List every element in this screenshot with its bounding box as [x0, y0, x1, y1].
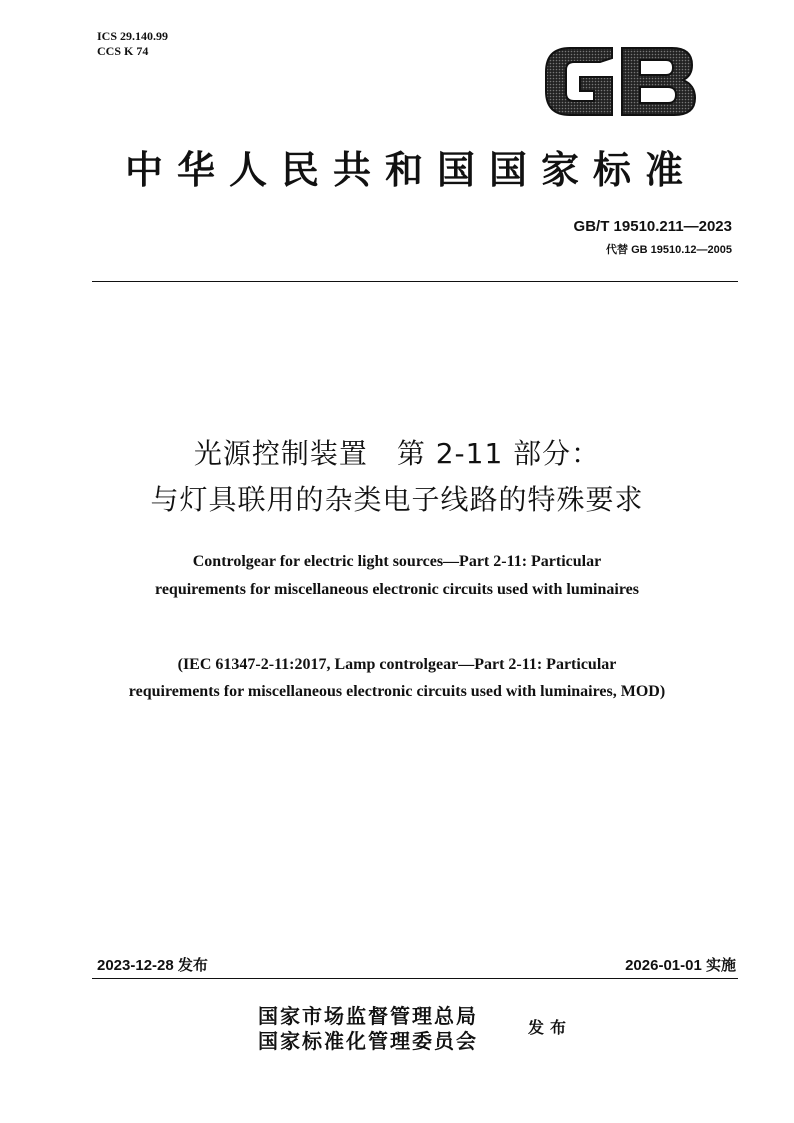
replaces-standard: 代替 GB 19510.12—2005 [606, 244, 732, 256]
top-divider [92, 281, 738, 282]
bottom-divider [92, 978, 738, 979]
iec-reference-line-2: requirements for miscellaneous electronic circuits used with luminaires, MOD) [128, 683, 666, 700]
title-chinese-line-2: 与灯具联用的杂类电子线路的特殊要求 [150, 483, 644, 516]
implementation-date: 2026-01-01 实施 [625, 957, 736, 974]
iec-reference-line-1: (IEC 61347-2-11:2017, Lamp controlgear—Part 2-11: Particular [177, 656, 617, 673]
gb-logo-icon [540, 44, 700, 119]
title-english-line-1: Controlgear for electric light sources—Part 2-11: Particular [192, 553, 602, 570]
issuer-sac: 国家标准化管理委员会 [258, 1029, 478, 1053]
issuer-samr: 国家市场监督管理总局 [258, 1004, 478, 1028]
title-english-line-2: requirements for miscellaneous electronic circuits used with luminaires [155, 581, 639, 598]
issue-date: 2023-12-28 发布 [97, 957, 208, 974]
standard-body-name: 中华人民共和国国家标准 [124, 147, 697, 192]
release-label: 发布 [528, 1018, 573, 1037]
ics-code: ICS 29.140.99 [97, 29, 169, 43]
title-chinese-line-1: 光源控制装置 第 2-11 部分： [193, 437, 601, 470]
ccs-code: CCS K 74 [97, 44, 149, 58]
standard-code: GB/T 19510.211—2023 [573, 218, 732, 235]
